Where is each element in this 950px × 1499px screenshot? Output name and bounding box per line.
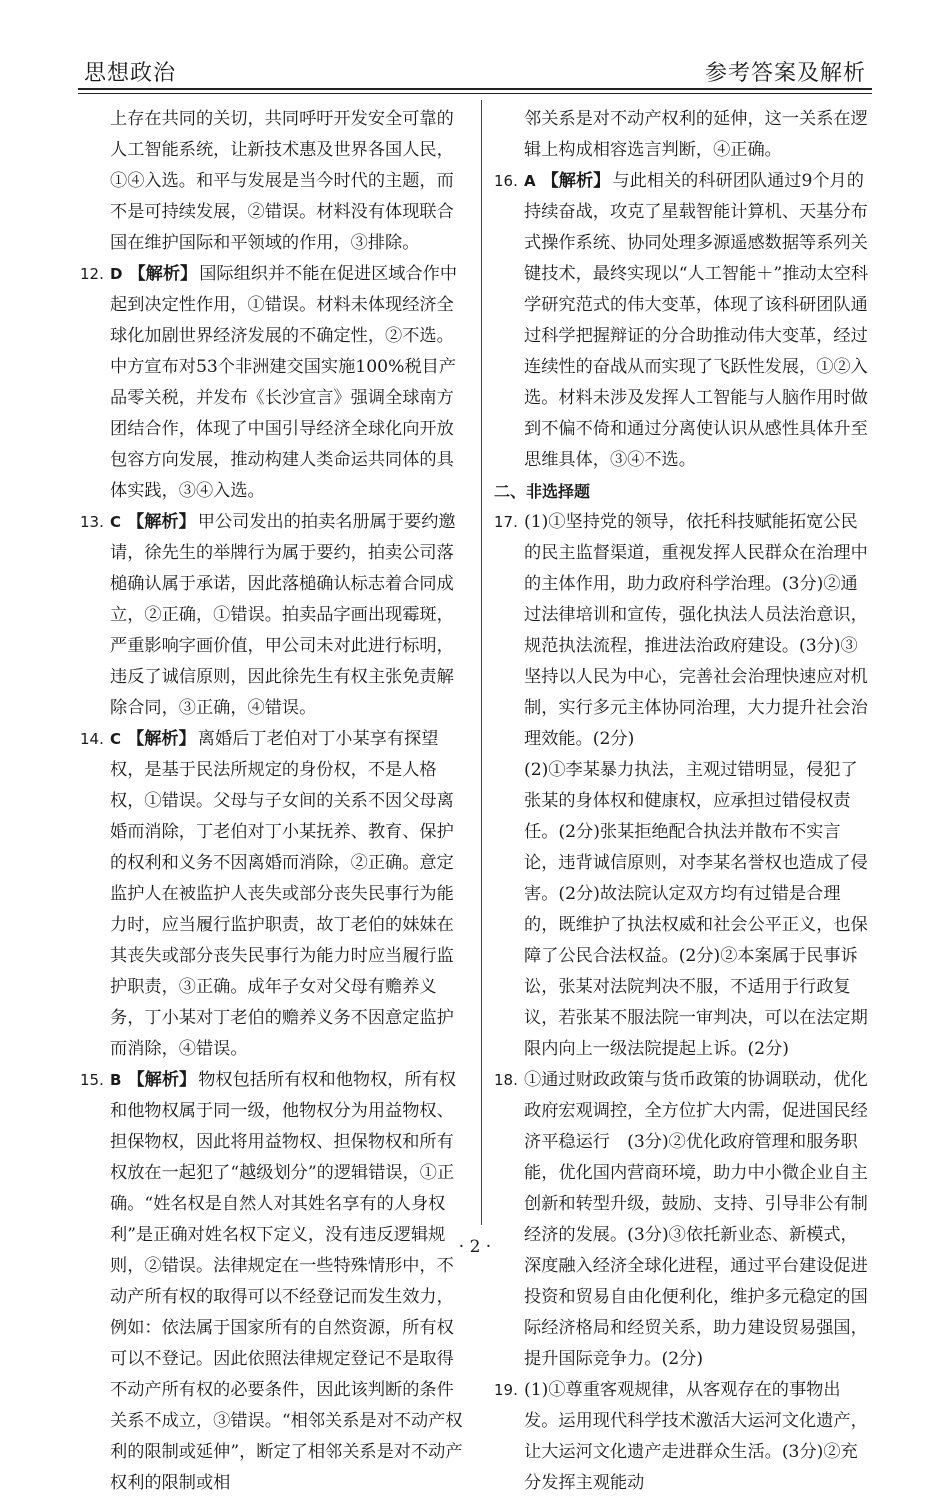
left-column	[80, 104, 464, 1499]
header-rule-thick	[78, 88, 872, 90]
answer-15-continued: 邻关系是对不动产权利的延伸，这一关系在逻辑上构成相容选言判断，④正确。	[524, 109, 868, 160]
header-rule-thin	[78, 93, 872, 94]
analysis-text: 离婚后丁老伯对丁小某享有探望权，是基于民法所规定的身份权，不是人格权，①错误。父母与子女间的关系不因父母离婚而消除，丁老伯对丁小某抚养、教育、保护的权利和义务不因离婚而消除，②正确。意定监护人在被监护人丧失或部分丧失民事行为能力时，应当履行监护职责，故丁老伯的妹妹在其丧失或部分丧失民事行为能力时应当履行监护职责，③正确。成年子女对父母有赡养义务，丁小某对丁老伯的赡养义务不因意定监护而消除，④错误。	[110, 729, 454, 1059]
analysis-tag: 【解析】	[128, 264, 198, 284]
column-divider	[481, 100, 482, 1225]
subject-label: 思想政治	[84, 61, 177, 86]
answer-18	[494, 1065, 872, 1375]
analysis-tag: 【解析】	[127, 729, 196, 749]
question-number: 15.	[80, 1071, 104, 1089]
analysis-tag: 【解析】	[127, 1070, 197, 1090]
question-number: 17.	[494, 513, 518, 531]
answer-12	[80, 259, 464, 507]
right-column	[494, 104, 872, 1499]
answer-17	[494, 507, 872, 1065]
analysis-text: 甲公司发出的拍卖名册属于要约邀请，徐先生的举牌行为属于要约，拍卖公司落槌确认属于承诺，因此落槌确认标志着合同成立，②正确，①错误。拍卖品字画出现霉斑，严重影响字画价值，甲公司未对此进行标明，违反了诚信原则，因此徐先生有权主张免责解除合同，③正确，④错误。	[110, 512, 456, 718]
question-number: 16.	[494, 172, 518, 190]
question-number: 14.	[80, 730, 104, 748]
answer-17-part-2: (2)①李某暴力执法，主观过错明显，侵犯了张某的身体权和健康权，应承担过错侵权责任。(2分)张某拒绝配合执法并散布不实言论，违背诚信原则，对李某名誉权也造成了侵害。(2分)故法院认定双方均有过错是合理的，既维护了执法权威和社会公平正义，也保障了公民合法权益。(2分)②本案属于民事诉讼，张某对法院判决不服，不适用于行政复议，若张某不服法院一审判决，可以在法定期限内向上一级法院提起上诉。(2分)	[524, 760, 868, 1059]
question-number: 18.	[494, 1071, 518, 1089]
answer-17-part-1: (1)①坚持党的领导，依托科技赋能拓宽公民的民主监督渠道，重视发挥人民群众在治理中的主体作用，助力政府科学治理。(3分)②通过法律培训和宣传，强化执法人员法治意识，规范执法流程，推进法治政府建设。(3分)③坚持以人民为中心，完善社会治理快速应对机制，实行多元主体协同治理，大力提升社会治理效能。(2分)	[524, 512, 868, 749]
answer-text: (1)①尊重客观规律，从客观存在的事物出发。运用现代科学技术激活大运河文化遗产，让大运河文化遗产走进群众生活。(3分)②充分发挥主观能动	[524, 1380, 868, 1493]
answer-choice: C	[110, 730, 122, 748]
analysis-text: 与此相关的科研团队通过9个月的持续奋战，攻克了星载智能计算机、天基分布式操作系统、协同处理多源遥感数据等系列关键技术，最终实现以“人工智能＋”推动太空科学研究范式的伟大变革，体现了该科研团队通过科学把握辩证的分合助推动伟大变革，经过连续性的奋战从而实现了飞跃性发展，①②入选。材料未涉及发挥人工智能与人脑作用时做到不偏不倚和通过分离使认识从感性具体升至思维具体，③④不选。	[524, 171, 869, 470]
analysis-text: 国际组织并不能在促进区域合作中起到决定性作用，①错误。材料未体现经济全球化加剧世界经济发展的不确定性，②不选。中方宣布对53个非洲建交国实施100%税目产品零关税，并发布《长沙宣言》强调全球南方团结合作，体现了中国引导经济全球化向开放包容方向发展，推动构建人类命运共同体的具体实践，③④入选。	[110, 264, 458, 501]
page-header	[78, 50, 872, 94]
answer-11-continued: 上存在共同的关切，共同呼吁开发安全可靠的人工智能系统，让新技术惠及世界各国人民，①④入选。和平与发展是当今时代的主题，而不是可持续发展，②错误。材料没有体现联合国在维护国际和平领域的作用，③排除。	[110, 109, 454, 253]
analysis-tag: 【解析】	[127, 512, 196, 532]
answer-choice: A	[524, 172, 536, 190]
question-number: 12.	[80, 265, 104, 283]
question-number: 19.	[494, 1381, 518, 1399]
analysis-tag: 【解析】	[541, 171, 611, 191]
question-number: 13.	[80, 513, 104, 531]
answer-text: ①通过财政政策与货币政策的协调联动，优化政府宏观调控，全方位扩大内需，促进国民经济平稳运行 (3分)②优化政府管理和服务职能，优化国内营商环境，助力中小微企业自主创新和转型升级，鼓励、支持、引导非公有制经济的发展。(3分)③依托新业态、新模式，深度融入经济全球化进程，通过平台建设促进投资和贸易自由化便利化，维护多元稳定的国际经济格局和经贸关系，助力建设贸易强国，提升国际竞争力。(2分)	[524, 1070, 868, 1369]
answer-13	[80, 507, 464, 724]
answer-key-title: 参考答案及解析	[704, 61, 866, 86]
answer-16	[494, 166, 872, 476]
page-number: · 2 ·	[458, 1237, 492, 1257]
answer-19	[494, 1375, 872, 1499]
answer-choice: B	[110, 1071, 122, 1089]
answer-choice: D	[110, 265, 123, 283]
answer-15	[80, 1065, 464, 1499]
answer-choice: C	[110, 513, 122, 531]
section-heading-non-choice: 二、非选择题	[494, 482, 591, 501]
analysis-text: 物权包括所有权和他物权，所有权和他物权属于同一级，他物权分为用益物权、担保物权，因此将用益物权、担保物权和所有权放在一起犯了“越级划分”的逻辑错误，①正确。“姓名权是自然人对其姓名享有的人身权利”是正确对姓名权下定义，没有违反逻辑规则，②错误。法律规定在一些特殊情形中，不动产所有权的取得可以不经登记而发生效力，例如：依法属于国家所有的自然资源，所有权可以不登记。因此依照法律规定登记不是取得不动产所有权的必要条件，因此该判断的条件关系不成立，③错误。“相邻关系是对不动产权利的限制或延伸”，断定了相邻关系是对不动产权利的限制或相	[110, 1070, 463, 1493]
answer-14	[80, 724, 464, 1065]
